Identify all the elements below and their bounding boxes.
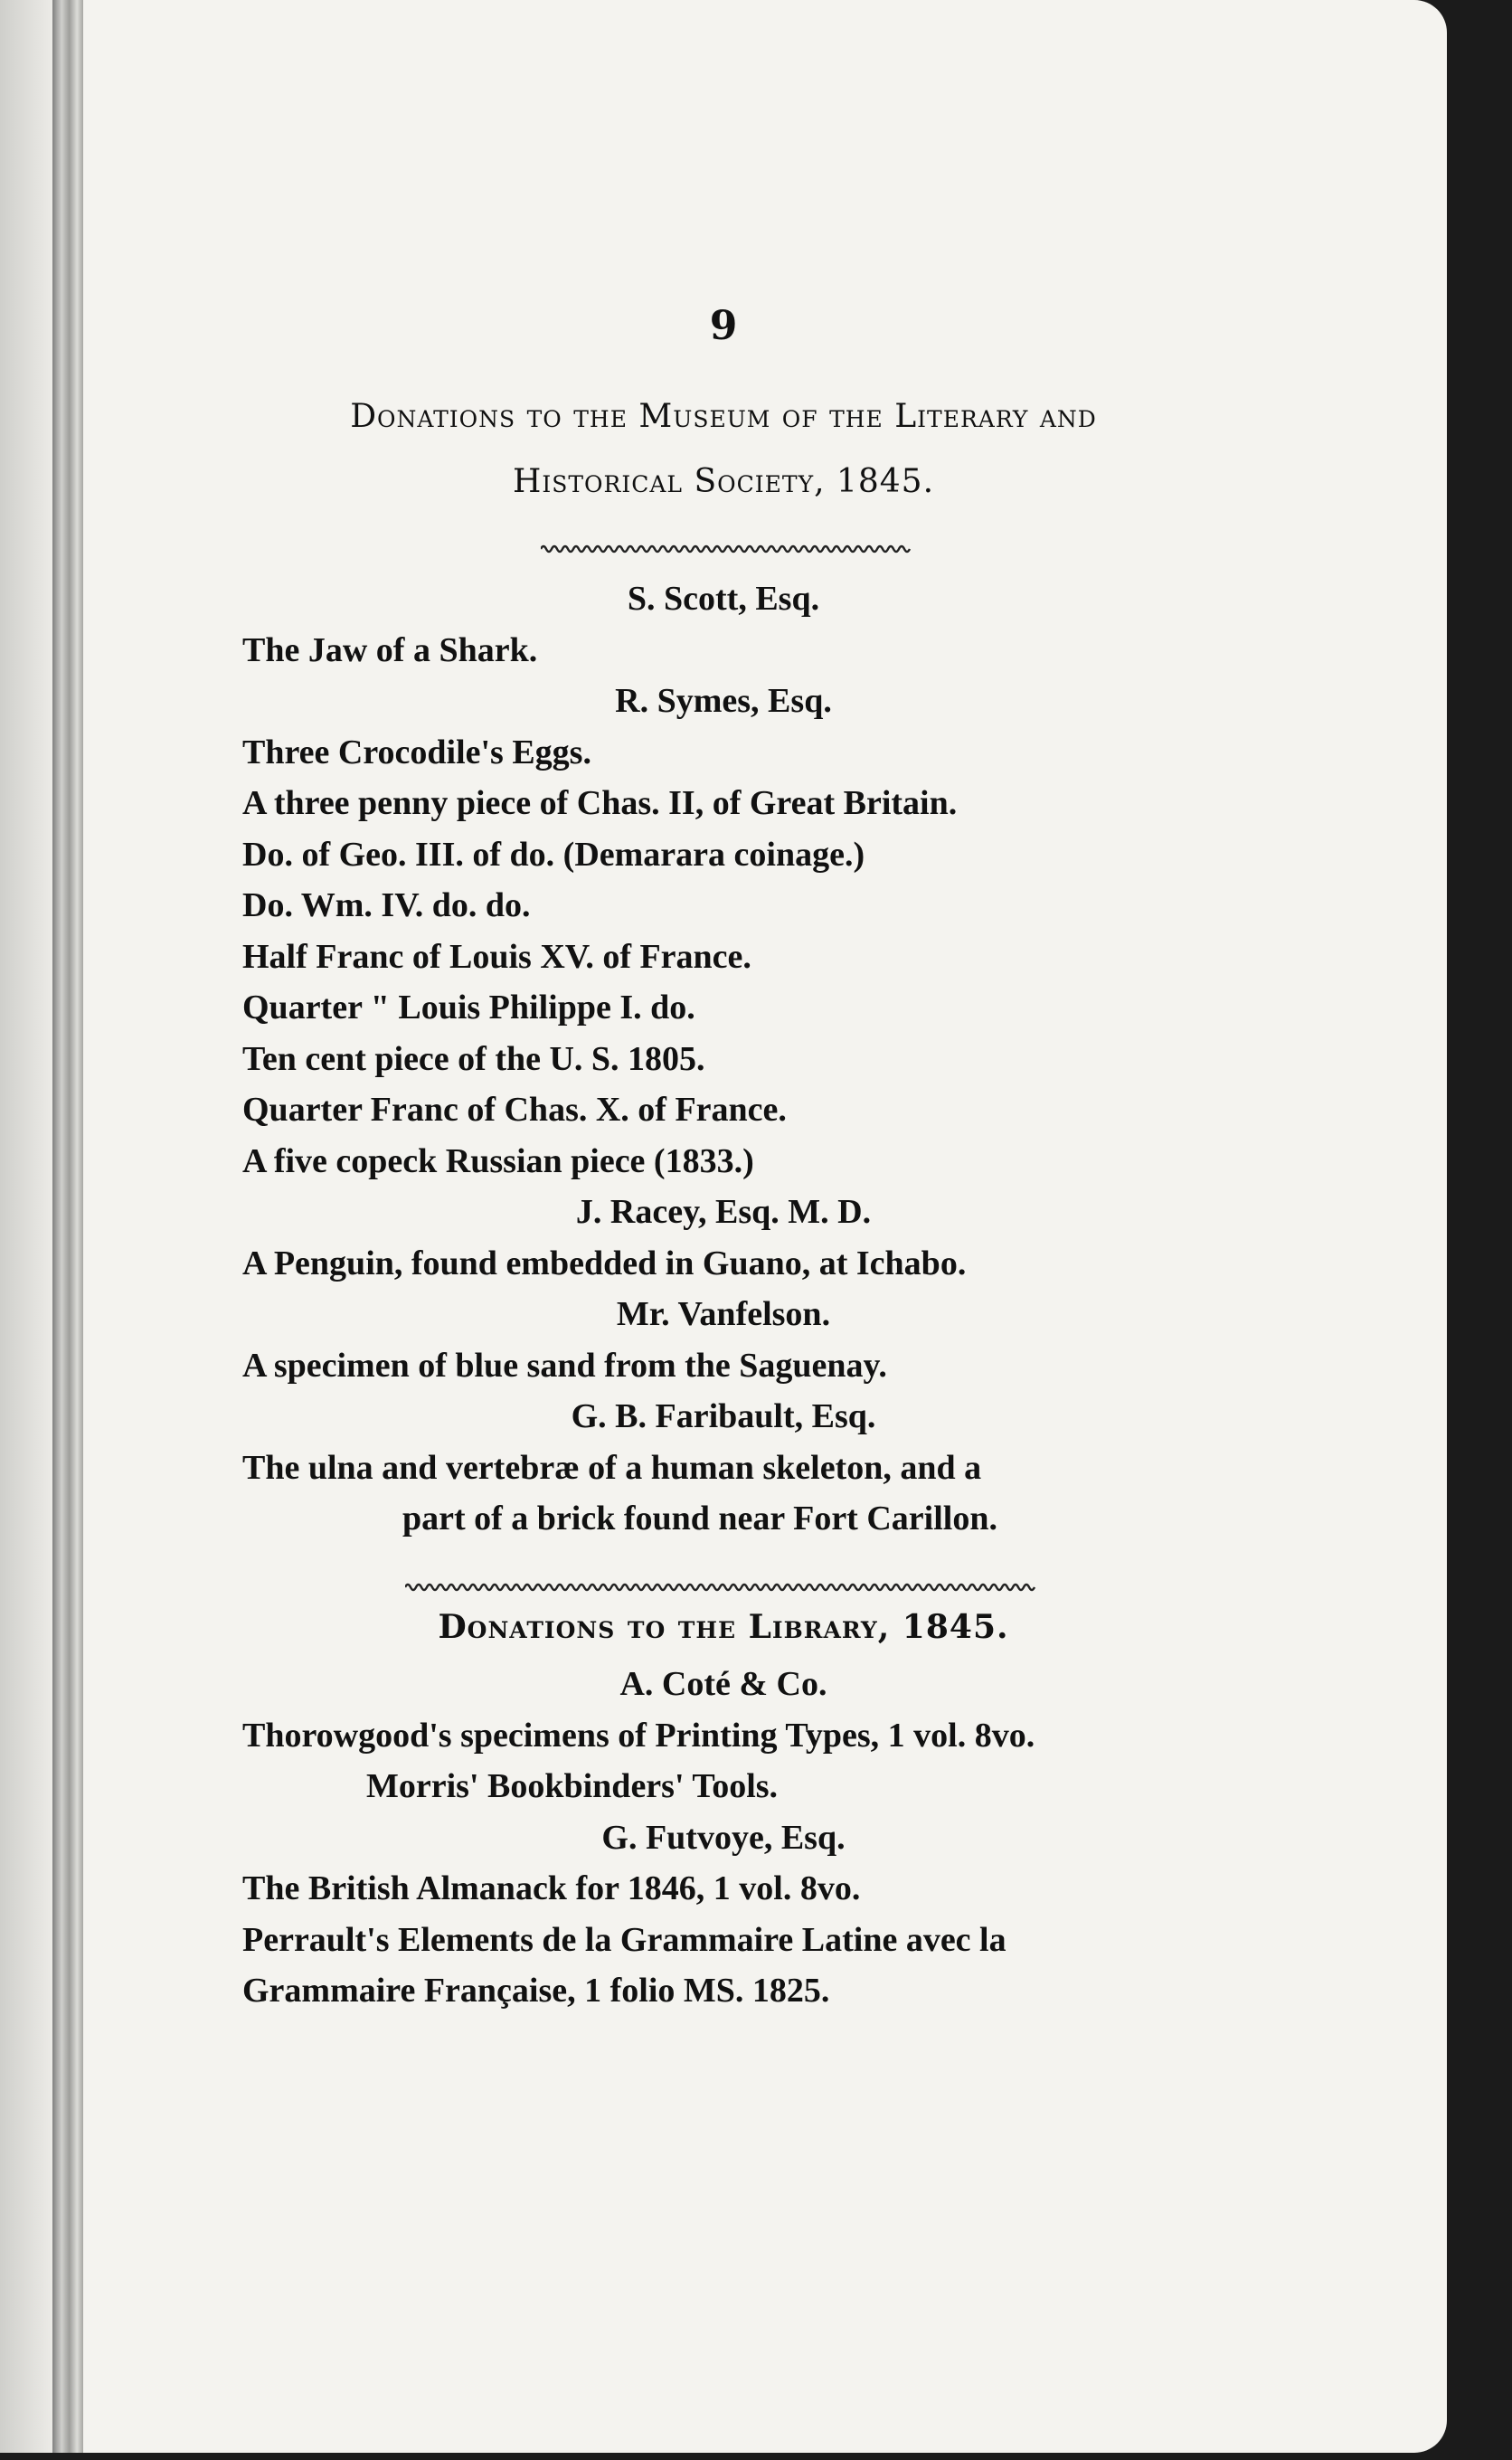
donation-item: The ulna and vertebræ of a human skeleton, and a: [242, 1448, 982, 1487]
donor-name: R. Symes, Esq.: [615, 682, 832, 720]
museum-heading-line2: Historical Society, 1845.: [512, 463, 935, 500]
donation-item: Thorowgood's specimens of Printing Types, 1 vol. 8vo.: [242, 1716, 1035, 1755]
donation-item: The British Almanack for 1846, 1 vol. 8vo.: [242, 1869, 861, 1907]
donor-name: G. B. Faribault, Esq.: [571, 1397, 876, 1435]
donation-item: Grammaire Française, 1 folio MS. 1825.: [242, 1972, 830, 2010]
donation-item: The Jaw of a Shark.: [242, 630, 538, 669]
donation-item: A three penny piece of Chas. II, of Great Britain.: [242, 784, 958, 822]
donation-item: A specimen of blue sand from the Saguenay.: [242, 1346, 887, 1385]
library-heading: Donations to the Library, 1845.: [438, 1608, 1009, 1646]
donor-name: Mr. Vanfelson.: [616, 1295, 831, 1333]
donation-item: Quarter Franc of Chas. X. of France.: [242, 1091, 787, 1129]
donation-item: Do. Wm. IV. do. do.: [242, 886, 531, 924]
section-divider-rule: [405, 1581, 1038, 1594]
donation-item: A five copeck Russian piece (1833.): [242, 1141, 754, 1180]
donation-item: Do. of Geo. III. of do. (Demarara coinage.): [242, 835, 865, 874]
donation-item: part of a brick found near Fort Carillon.: [402, 1500, 997, 1538]
donation-item: Three Crocodile's Eggs.: [242, 733, 591, 771]
donation-item: Ten cent piece of the U. S. 1805.: [242, 1039, 705, 1078]
donation-item: Quarter " Louis Philippe I. do.: [242, 989, 695, 1027]
donation-item: Morris' Bookbinders' Tools.: [366, 1767, 779, 1805]
donation-item: Half Franc of Louis XV. of France.: [242, 937, 751, 976]
donor-name: A. Coté & Co.: [619, 1665, 827, 1703]
donor-name: G. Futvoye, Esq.: [601, 1818, 846, 1857]
donation-item: A Penguin, found embedded in Guano, at Ichabo.: [242, 1244, 967, 1282]
page-number: 9: [709, 303, 738, 349]
museum-heading-rule: [541, 543, 912, 555]
donation-item: Perrault's Elements de la Grammaire Latine avec la: [242, 1920, 1006, 1959]
donor-name: J. Racey, Esq. M. D.: [575, 1193, 872, 1231]
donor-name: S. Scott, Esq.: [627, 580, 820, 618]
museum-heading-line1: Donations to the Museum of the Literary and: [350, 398, 1097, 435]
